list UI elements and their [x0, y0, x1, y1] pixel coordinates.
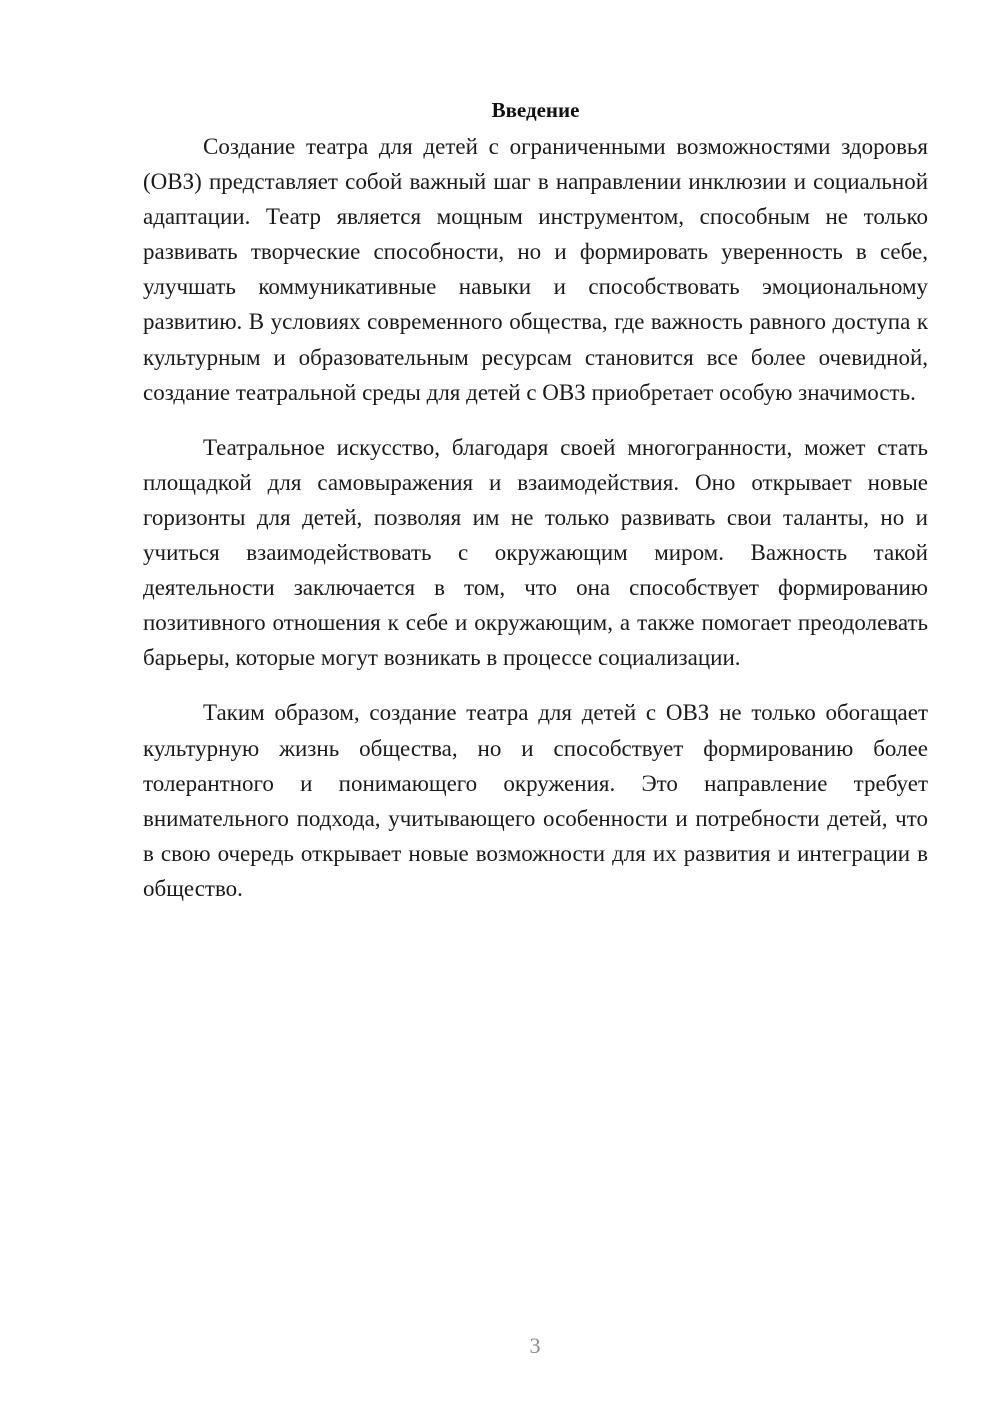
document-body — [143, 92, 928, 926]
paragraph-1: Создание театра для детей с ограниченными возможностями здоровья (ОВЗ) представляет собой важный шаг в направлении инклюзии и социальной адаптации. Театр является мощным инструментом, способным не только развивать творческие способности, но и формировать уверенность в себе, улучшать коммуникативные навыки и способствовать эмоциональному развитию. В условиях современного общества, где важность равного доступа к культурным и образовательным ресурсам становится все более очевидной, создание театральной среды для детей с ОВЗ приобретает особую значимость. — [143, 134, 928, 405]
section-heading: Введение — [491, 98, 580, 122]
paragraph-2: Театральное искусство, благодаря своей многогранности, может стать площадкой для самовыражения и взаимодействия. Оно открывает новые горизонты для детей, позволяя им не только развивать свои таланты, но и учиться взаимодействовать с окружающим миром. Важность такой деятельности заключается в том, что она способствует формированию позитивного отношения к себе и окружающим, а также помогает преодолевать барьеры, которые могут возникать в процессе социализации. — [143, 434, 928, 671]
page-number: 3 — [529, 1333, 541, 1358]
paragraph-3: Таким образом, создание театра для детей с ОВЗ не только обогащает культурную жизнь общества, но и способствует формированию более толерантного и понимающего окружения. Это направление требует внимательного подхода, учитывающего особенности и потребности детей, что в свою очередь открывает новые возможности для их развития и интеграции в общество. — [143, 700, 928, 901]
